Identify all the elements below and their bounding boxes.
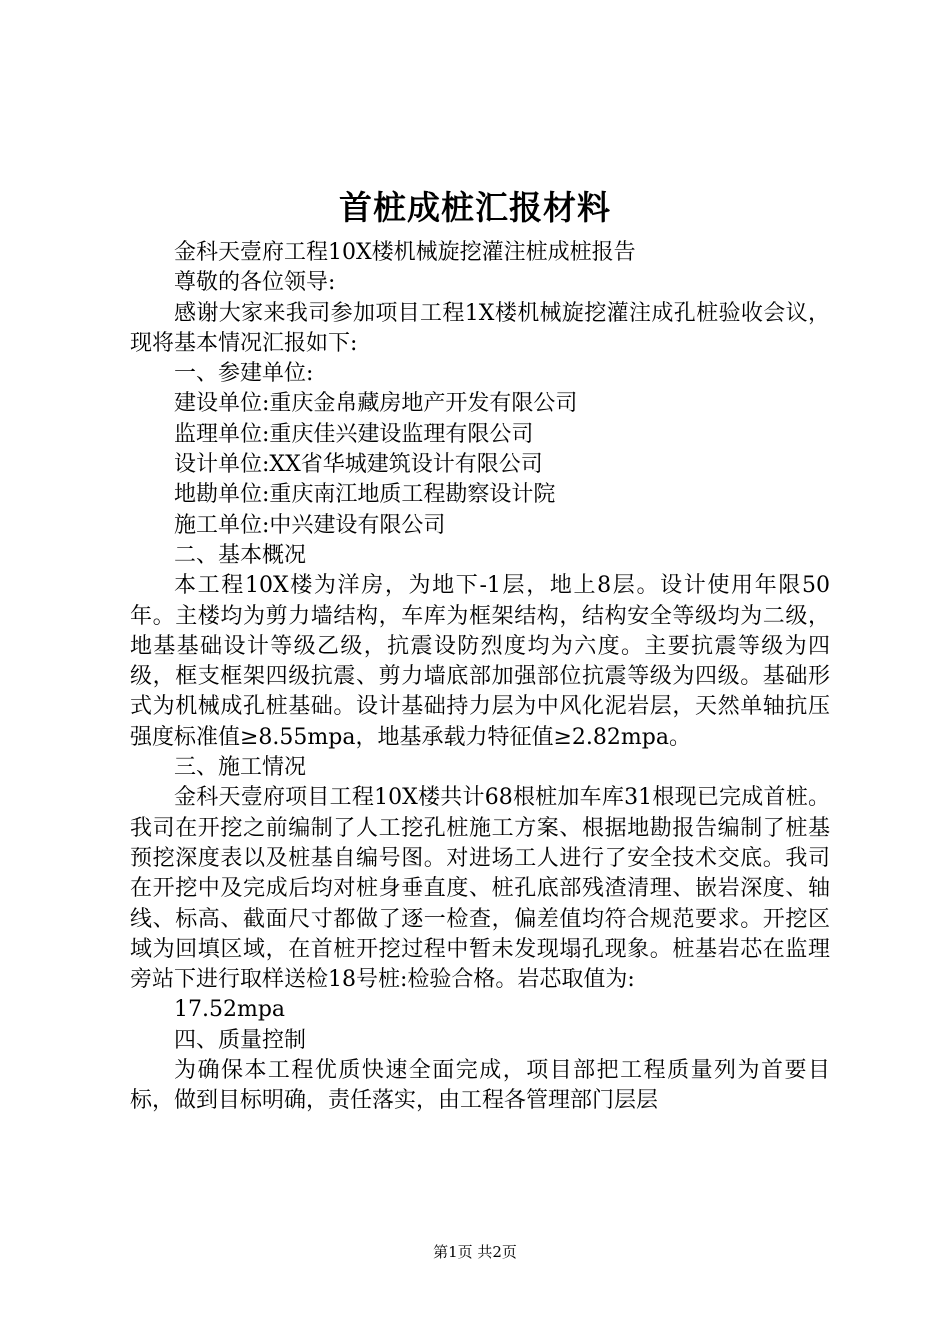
report-subtitle: 金科天壹府工程10X楼机械旋挖灌注桩成桩报告 [174,240,636,265]
section-heading-quality: 四、质量控制 [174,1027,307,1053]
section-heading-overview: 二、基本概况 [174,542,307,568]
overview-paragraph: 本工程10X楼为洋房，为地下-1层，地上8层。设计使用年限50年。主楼均为剪力墙结构，车库为框架结构，结构安全等级均为二级，地基基础设计等级乙级，抗震设防烈度均为六度。主要抗震等级为四级，框支框架四级抗震、剪力墙底部加强部位抗震等级为四级。基础形式为机械成孔桩基础。设计基础持力层为中风化泥岩层，天然单轴抗压强度标准值≥8.55mpa，地基承载力特征值≥2.82mpa。 [130,573,830,750]
section-heading-construction: 三、施工情况 [174,755,307,781]
page-footer: 第1页 共2页 [433,1243,517,1261]
participant-survey-unit: 地勘单位:重庆南江地质工程勘察设计院 [174,482,556,508]
salutation: 尊敬的各位领导: [174,270,336,296]
participant-contractor-unit: 施工单位:中兴建设有限公司 [174,512,446,538]
document-body [130,238,830,1117]
intro-paragraph: 感谢大家来我司参加项目工程1X楼机械旋挖灌注成孔桩验收会议，现将基本情况汇报如下: [130,300,830,356]
participant-supervision-unit: 监理单位:重庆佳兴建设监理有限公司 [174,421,534,447]
construction-paragraph: 金科天壹府项目工程10X楼共计68根桩加车库31根现已完成首桩。我司在开挖之前编制了人工挖孔桩施工方案、根据地勘报告编制了桩基预挖深度表以及桩基自编号图。对进场工人进行了安全技术交底。我司在开挖中及完成后均对桩身垂直度、桩孔底部残渣清理、嵌岩深度、轴线、标高、截面尺寸都做了逐一检查，偏差值均符合规范要求。开挖区域为回填区域，在首桩开挖过程中暂未发现塌孔现象。桩基岩芯在监理旁站下进行取样送检18号桩:检验合格。岩芯取值为: [130,785,830,993]
section-heading-participants: 一、参建单位: [174,361,314,387]
quality-paragraph: 为确保本工程优质快速全面完成，项目部把工程质量列为首要目标，做到目标明确，责任落实，由工程各管理部门层层 [130,1058,830,1114]
document-title: 首桩成桩汇报材料 [339,188,611,227]
core-strength-value: 17.52mpa [174,997,286,1023]
participant-design-unit: 设计单位:XX省华城建筑设计有限公司 [174,452,543,478]
participant-construction-unit: 建设单位:重庆金帛藏房地产开发有限公司 [174,391,578,417]
